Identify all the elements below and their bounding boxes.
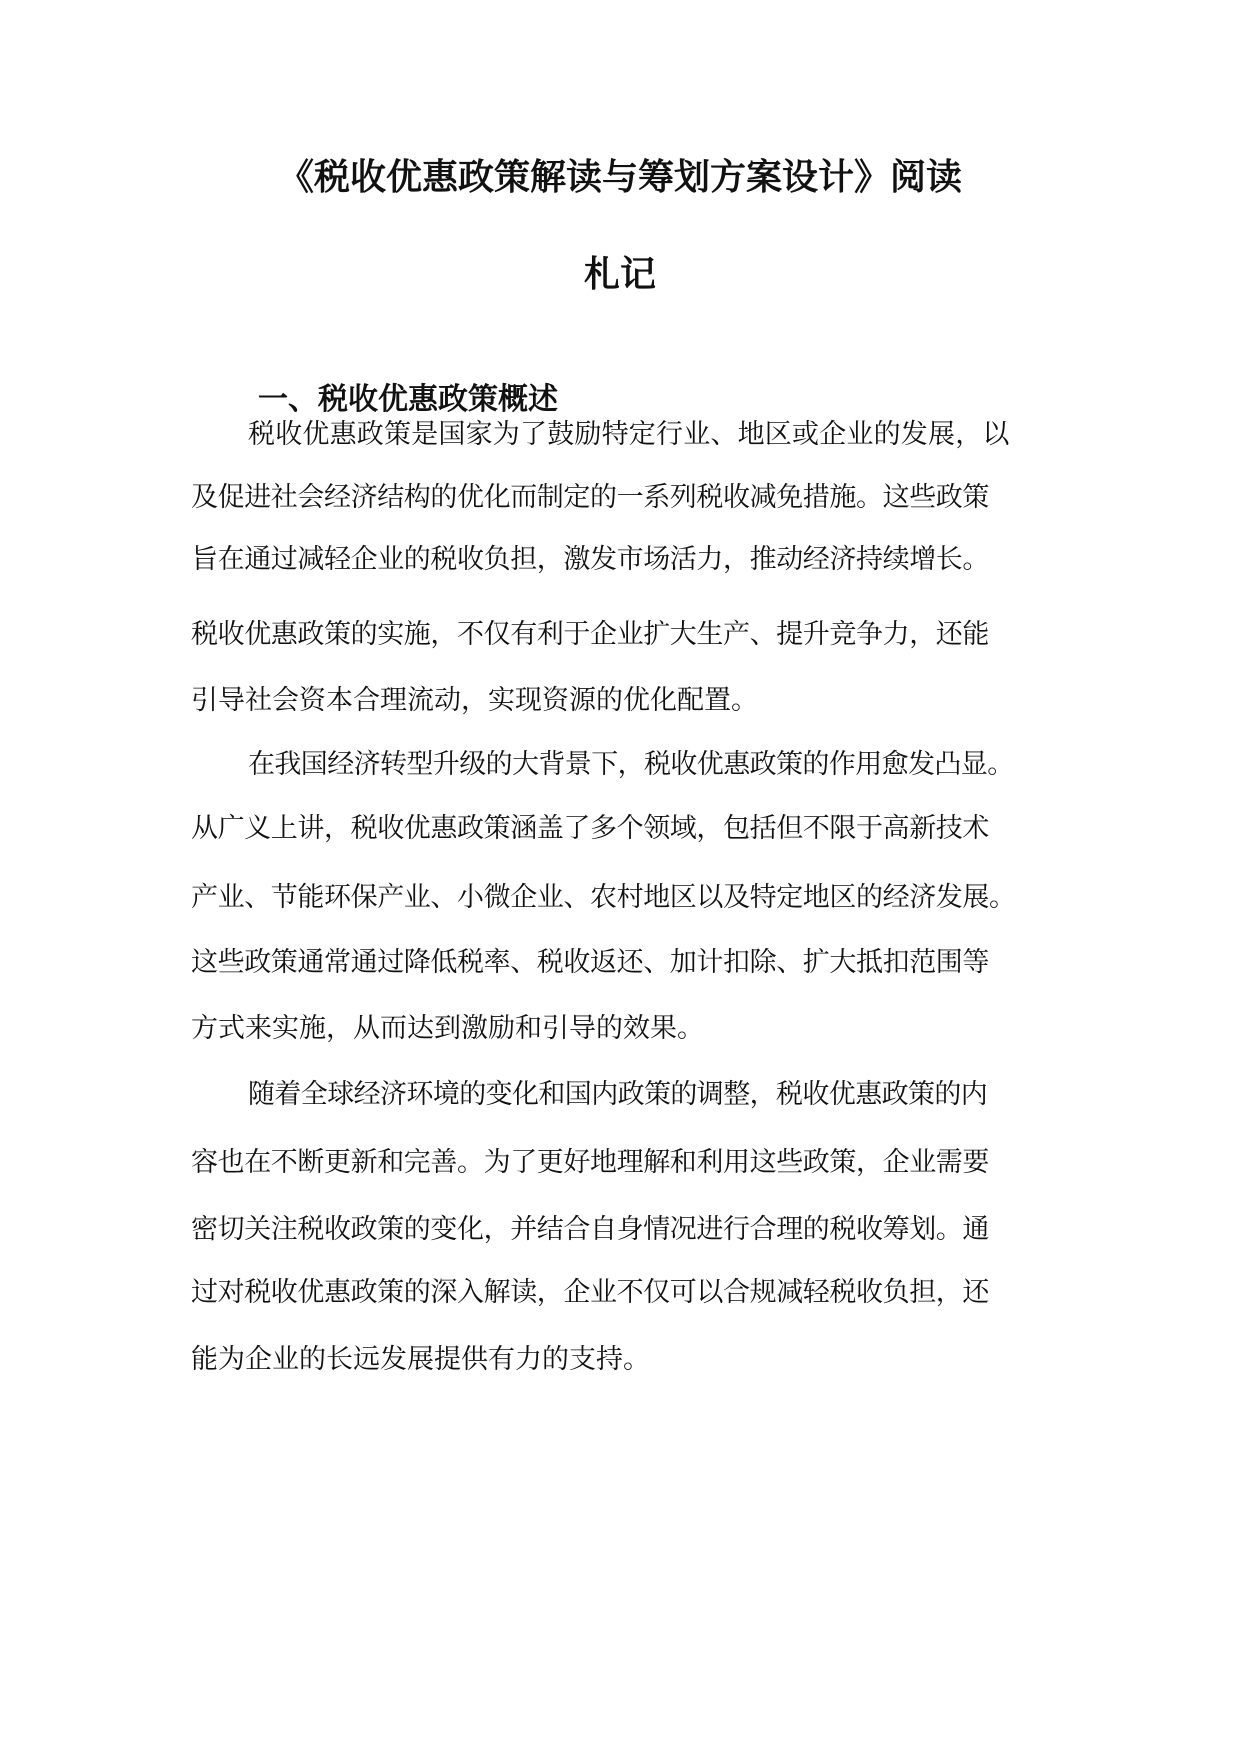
paragraph-2-line-4: 这些政策通常通过降低税率、税收返还、加计扣除、扩大抵扣范围等 bbox=[191, 947, 989, 978]
section-heading: 一、税收优惠政策概述 bbox=[258, 382, 558, 417]
paragraph-2-line-1: 在我国经济转型升级的大背景下，税收优惠政策的作用愈发凸显。 bbox=[248, 749, 1014, 780]
paragraph-3-line-4: 过对税收优惠政策的深入解读，企业不仅可以合规减轻税收负担，还 bbox=[191, 1277, 989, 1308]
paragraph-3-line-3: 密切关注税收政策的变化，并结合自身情况进行合理的税收筹划。通 bbox=[191, 1214, 989, 1245]
paragraph-1-line-4: 税收优惠政策的实施，不仅有利于企业扩大生产、提升竞争力，还能 bbox=[191, 619, 989, 650]
paragraph-1-line-3: 旨在通过减轻企业的税收负担，激发市场活力，推动经济持续增长。 bbox=[191, 544, 989, 575]
paragraph-3-line-1: 随着全球经济环境的变化和国内政策的调整，税收优惠政策的内 bbox=[248, 1079, 988, 1110]
paragraph-1-line-2: 及促进社会经济结构的优化而制定的一系列税收减免措施。这些政策 bbox=[191, 482, 989, 513]
paragraph-3-line-5: 能为企业的长远发展提供有力的支持。 bbox=[191, 1344, 650, 1375]
document-title-line-1: 《税收优惠政策解读与筹划方案设计》阅读 bbox=[277, 156, 962, 198]
paragraph-1-line-5: 引导社会资本合理流动，实现资源的优化配置。 bbox=[191, 685, 758, 716]
document-title-line-2: 札记 bbox=[583, 253, 656, 295]
paragraph-3-line-2: 容也在不断更新和完善。为了更好地理解和利用这些政策，企业需要 bbox=[191, 1147, 989, 1178]
paragraph-2-line-5: 方式来实施，从而达到激励和引导的效果。 bbox=[191, 1013, 704, 1044]
paragraph-2-line-3: 产业、节能环保产业、小微企业、农村地区以及特定地区的经济发展。 bbox=[191, 882, 1016, 913]
paragraph-1-line-1: 税收优惠政策是国家为了鼓励特定行业、地区或企业的发展，以 bbox=[248, 419, 1010, 450]
paragraph-2-line-2: 从广义上讲，税收优惠政策涵盖了多个领域，包括但不限于高新技术 bbox=[191, 813, 989, 844]
